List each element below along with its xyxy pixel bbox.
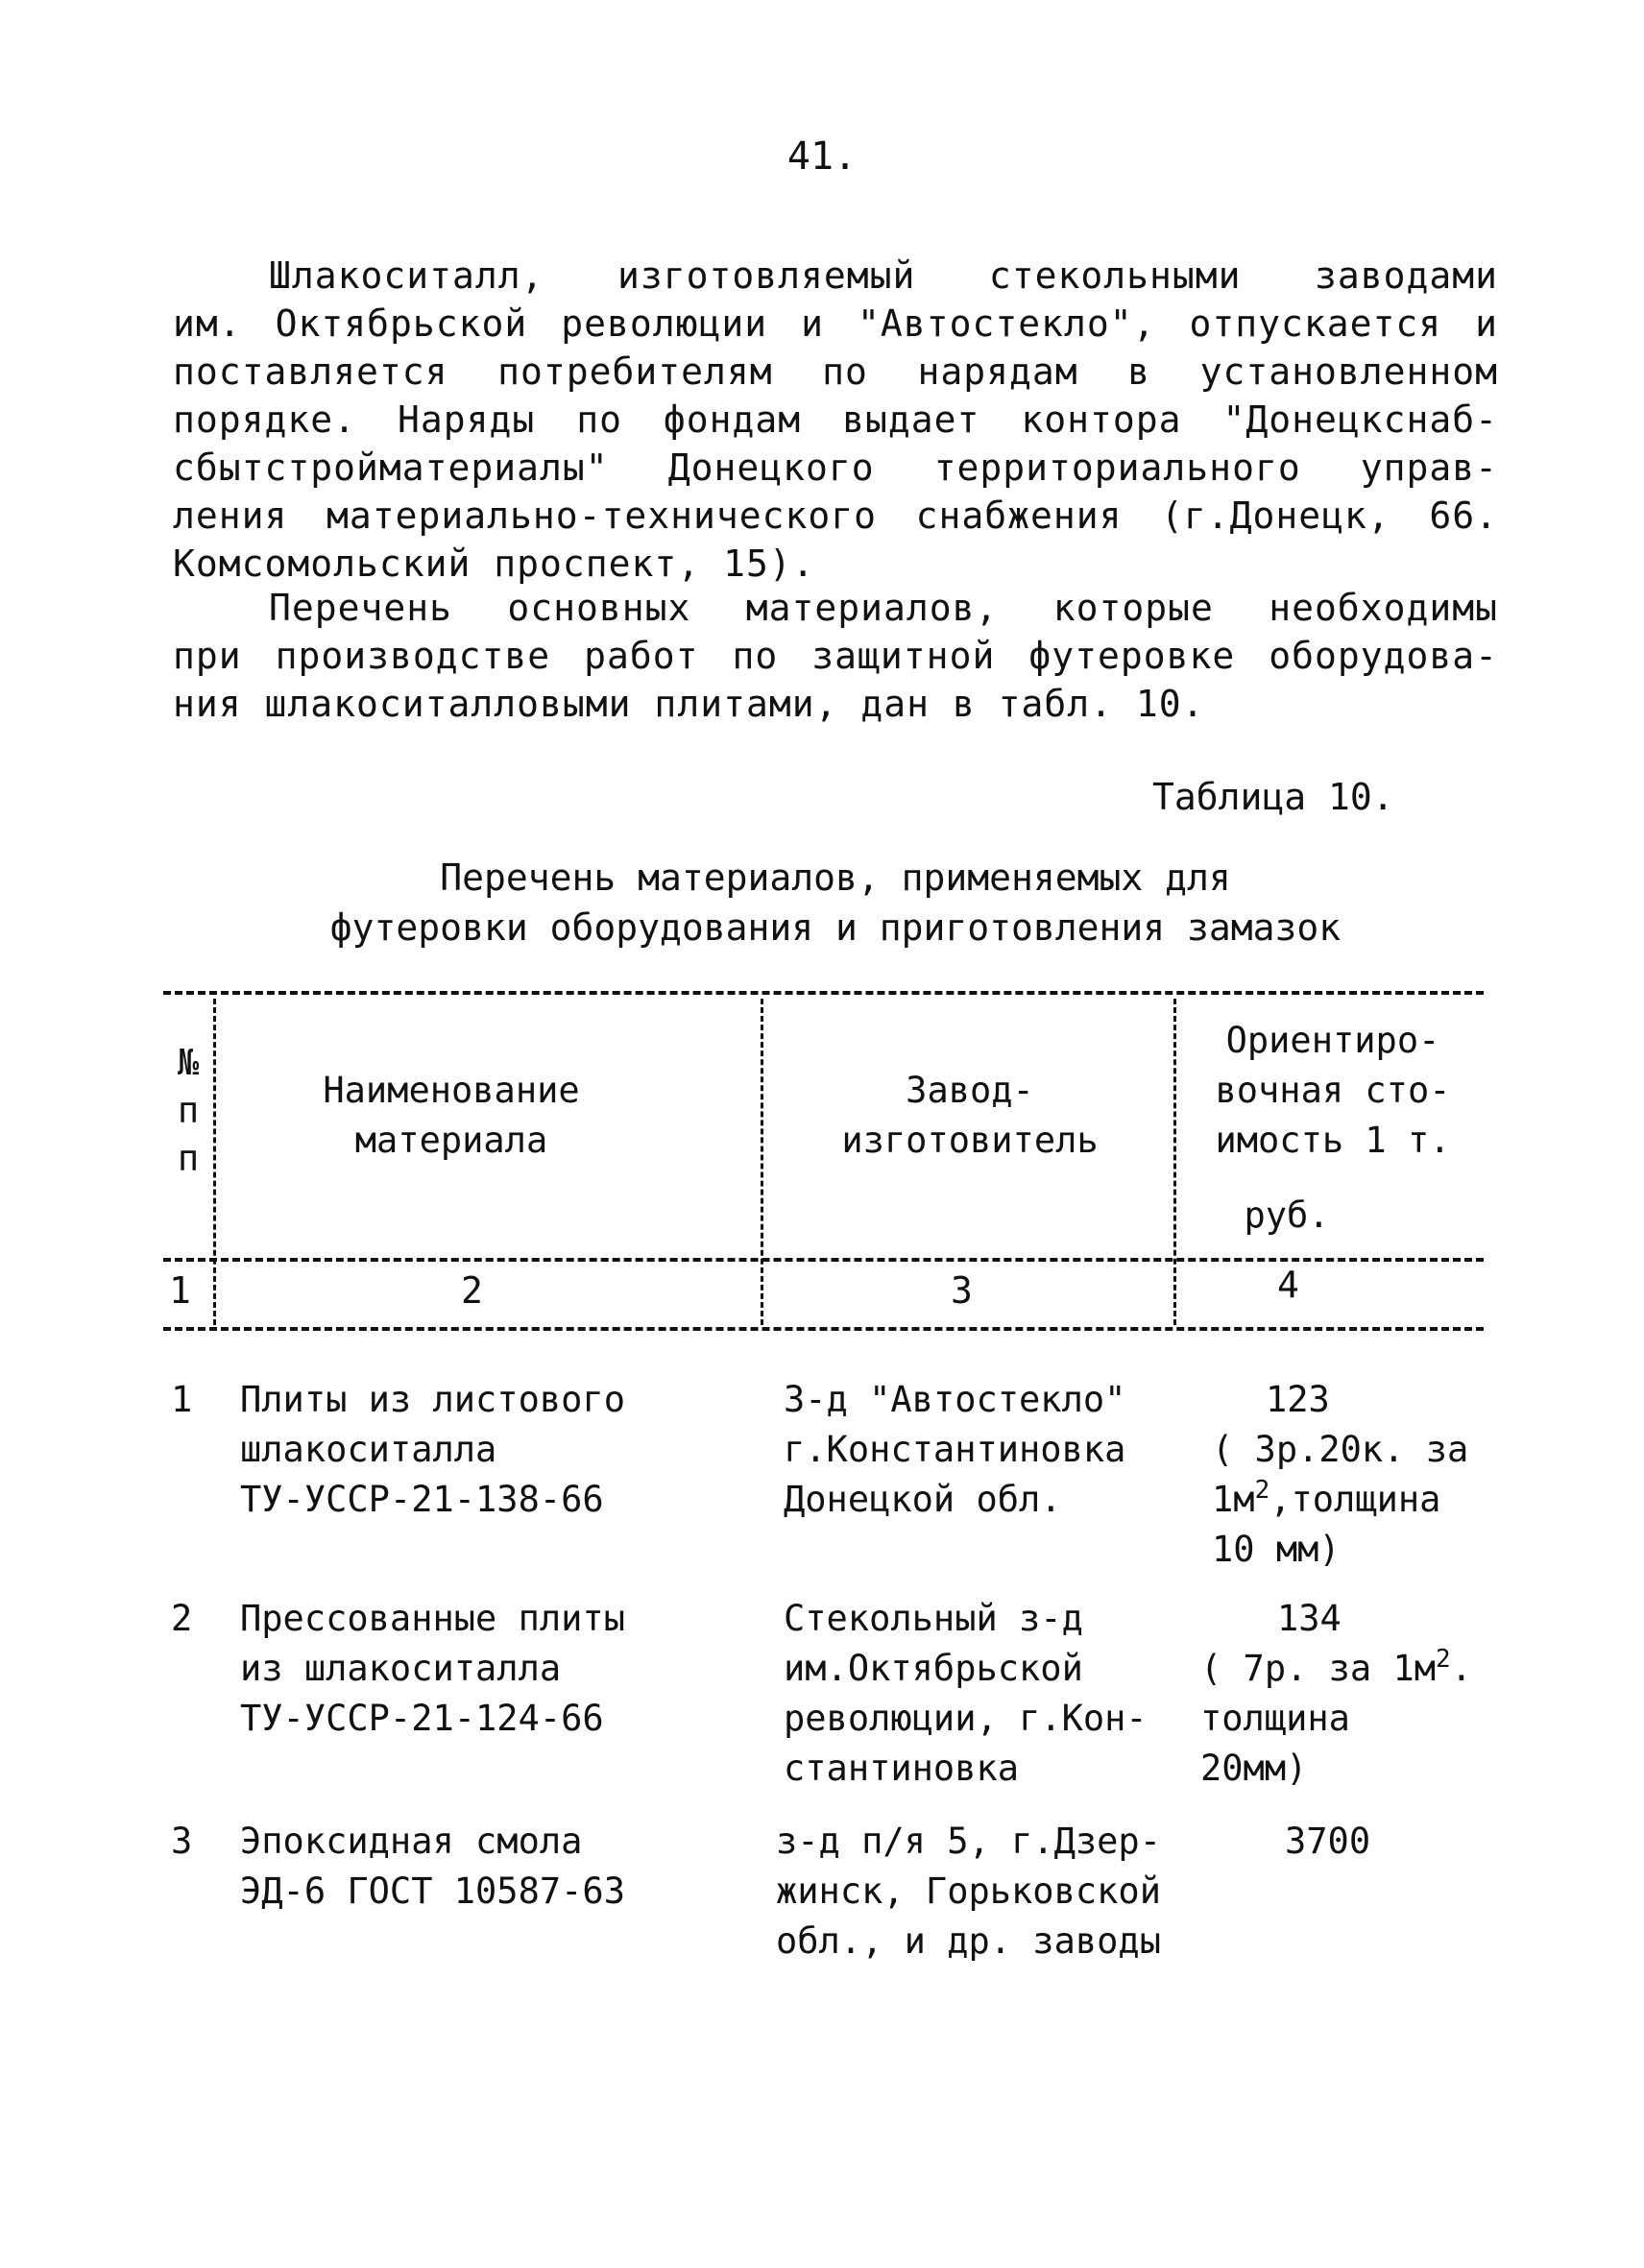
column-separator — [761, 999, 763, 1325]
row-num: 3 — [171, 1821, 193, 1862]
paragraph-line: поставляется потребителям по нарядам в установленном — [173, 350, 1498, 393]
paragraph-line: Комсомольский проспект, 15). — [173, 543, 815, 585]
table-caption-line: Перечень материалов, применяемых для — [440, 857, 1231, 899]
paragraph-line: им. Октябрьской революции и "Автостекло", отпускается и — [173, 302, 1498, 345]
header-maker: Завод- изготовитель — [841, 1070, 1099, 1161]
note-line: $1м^2,толщина$ — [1212, 1476, 1441, 1520]
material-line: Прессованные плиты — [240, 1598, 625, 1639]
paragraph-1 — [173, 252, 1498, 588]
row-maker — [784, 1375, 1125, 1525]
note-line: ( 3р.20к. за — [1212, 1429, 1469, 1470]
paragraph-line: Перечень основных материалов, которые необходимы — [269, 587, 1498, 629]
maker-line: обл., и др. заводы — [776, 1920, 1161, 1962]
header-cost: Ориентиро- вочная сто- имость 1 т. — [1215, 1020, 1451, 1161]
page-number: 41. — [786, 134, 858, 179]
header-num: № п п — [177, 1042, 200, 1179]
table-caption — [173, 853, 1498, 953]
row-num: 2 — [171, 1598, 193, 1639]
column-number: 4 — [1277, 1264, 1299, 1306]
maker-line: з-д п/я 5, г.Дзер- — [776, 1821, 1161, 1862]
column-separator — [213, 999, 216, 1325]
column-number: 2 — [461, 1269, 483, 1312]
maker-line: стантиновка — [784, 1748, 1020, 1789]
row-material — [240, 1594, 625, 1744]
column-separator — [1173, 999, 1176, 1325]
material-line: Эпоксидная смола — [240, 1821, 583, 1862]
column-number: 1 — [169, 1269, 191, 1312]
table-top-rule — [163, 991, 1484, 995]
row-cost-note — [1200, 1644, 1472, 1794]
maker-line: Стекольный з-д — [784, 1598, 1083, 1639]
maker-line: революции, г.Кон- — [784, 1698, 1148, 1739]
row-maker — [776, 1817, 1161, 1966]
header-name: Наименование материала — [323, 1070, 580, 1161]
paragraph-line: ления материально-технического снабжения (г.Донецк, 66. — [173, 495, 1498, 537]
paragraph-line: порядке. Наряды по фондам выдает контора "Донецкснаб- — [173, 398, 1498, 441]
header-cost-unit: руб. — [1244, 1194, 1330, 1236]
note-line: толщина — [1200, 1698, 1350, 1739]
maker-line: г.Константиновка — [784, 1429, 1126, 1470]
row-cost: 3700 — [1285, 1821, 1371, 1862]
maker-line: З-д "Автостекло" — [784, 1379, 1126, 1420]
material-line: ТУ-УССР-21-138-66 — [240, 1479, 604, 1520]
maker-line: им.Октябрьской — [784, 1648, 1083, 1689]
note-line: 20мм) — [1200, 1748, 1308, 1789]
material-line: ЭД-6 ГОСТ 10587-63 — [240, 1870, 625, 1912]
note-line: ( 7р. за $1м^2$. — [1200, 1645, 1472, 1689]
material-line: шлакоситалла — [240, 1429, 497, 1470]
material-line: из шлакоситалла — [240, 1648, 562, 1689]
material-line: ТУ-УССР-21-124-66 — [240, 1698, 604, 1739]
row-num: 1 — [171, 1379, 193, 1420]
table-bottom-rule — [163, 1327, 1484, 1331]
row-cost: 134 — [1277, 1598, 1342, 1639]
row-material — [240, 1817, 625, 1917]
table-header-rule — [163, 1258, 1484, 1262]
paragraph-line: при производстве работ по защитной футеровке оборудова- — [173, 635, 1498, 677]
maker-line: жинск, Горьковской — [776, 1870, 1161, 1912]
note-line: 10 мм) — [1212, 1529, 1341, 1570]
column-number: 3 — [951, 1269, 973, 1312]
paragraph-line: сбытстройматериалы" Донецкого территориального управ- — [173, 446, 1498, 489]
material-line: Плиты из листового — [240, 1379, 625, 1420]
paragraph-line: Шлакоситалл, изготовляемый стекольными заводами — [269, 254, 1498, 297]
row-cost-note — [1212, 1425, 1468, 1575]
paragraph-2 — [173, 584, 1498, 728]
table-number: Таблица 10. — [1152, 776, 1394, 818]
row-cost: 123 — [1266, 1379, 1330, 1420]
paragraph-line: ния шлакоситалловыми плитами, дан в табл. 10. — [173, 683, 1205, 725]
row-material — [240, 1375, 625, 1525]
table-caption-line: футеровки оборудования и приготовления замазок — [329, 906, 1342, 949]
row-maker — [784, 1594, 1148, 1794]
maker-line: Донецкой обл. — [784, 1479, 1062, 1520]
